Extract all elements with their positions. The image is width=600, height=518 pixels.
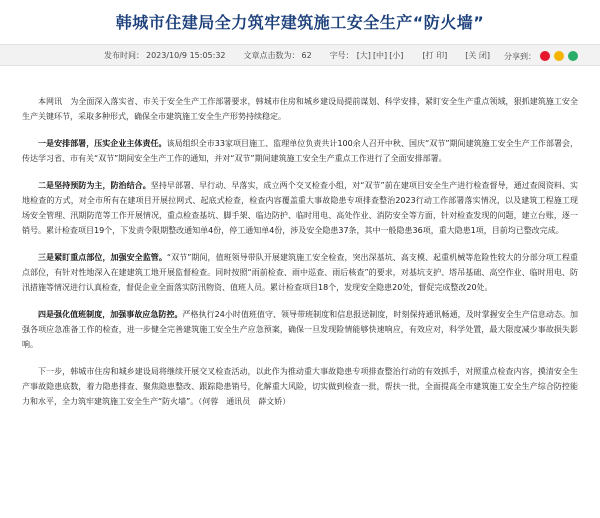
- paragraph-text: 下一步，韩城市住房和城乡建设局将继续开展交叉检查活动，以此作为推动重大事故隐患专项排查整治行动的有效抓手，对照重点检查内容，摸清安全生产事故隐患底数，着力隐患排查、聚焦隐患整改、跟踪隐患销号，化解重大风险，切实做到检查一批，帮扶一批，全面提高全市建筑施工安全生产综合防控能力和水平，全力筑牢建筑施工安全生产“防火墙”。（何蓉 通讯员 薛文娇）: [22, 367, 578, 406]
- view-count-label: 文章点击数为：: [243, 50, 300, 60]
- paragraph: [22, 250, 578, 295]
- paragraph-text: 严格执行24小时值班值守、领导带班制度和信息报送制度，时刻保持通讯畅通，及时掌握安全生产信息动态。加强各项应急准备工作的检查，进一步健全完善建筑施工安全生产应急预案，确保一旦发现险情能够快速响应，有效应对，科学处置，最大限度减少事故损失影响。: [22, 310, 578, 349]
- paragraph-text: “双节”期间，值班领导带队开展建筑施工安全检查，突出深基坑、高支模、起重机械等危险性较大的分部分项工程重点部位，有针对性地深入在建建筑工地开展监督检查。同时按照“雨前检查、雨中巡查、雨后核查”的要求，对基坑支护、塔吊基础、高空作业、临时用电、防汛措施等情况进行认真检查，督促企业全面落实防汛物资、值班人员。累计检查项目18个，发现安全隐患20处，督促完成整改20处。: [22, 253, 578, 292]
- font-size-label: 字号：: [329, 50, 354, 60]
- paragraph: [22, 136, 578, 166]
- paragraph-text: 该局组织全市33家项目施工、监理单位负责共计100余人召开中秋、国庆“双节”期间建筑施工安全生产工作部署会，传达学习省、市有关“双节”期间安全生产工作的通知，并对“双节”期间建筑施工安全生产重点工作进行了全面安排部署。: [22, 139, 579, 163]
- print-button[interactable]: [打 印]: [422, 50, 448, 60]
- view-count: [244, 50, 312, 61]
- paragraph-lead: 三是紧盯重点部位，加强安全监管。: [38, 253, 167, 262]
- font-size-small-link[interactable]: [小]: [389, 50, 404, 60]
- publish-time-label: 发布时间：: [104, 50, 144, 60]
- qzone-share-icon[interactable]: [554, 51, 564, 61]
- share-label: 分享到：: [504, 51, 536, 61]
- paragraph: [22, 307, 578, 352]
- font-size-switcher: [330, 50, 405, 61]
- paragraph-lead: 二是坚持预防为主，防治结合。: [38, 181, 151, 190]
- paragraph-lead: 一是安排部署，压实企业主体责任。: [38, 139, 167, 148]
- article-body: [22, 94, 578, 409]
- article-title: 韩城市住建局全力筑牢建筑施工安全生产“防火墙”: [115, 13, 485, 32]
- paragraph-lead: 四是强化值班制度，加强事故应急防控。: [38, 310, 183, 319]
- close-button[interactable]: [关 闭]: [465, 50, 491, 60]
- publish-time: [104, 50, 226, 61]
- paragraph-text: 坚持早部署、早行动、早落实，成立两个交叉检查小组，对“双节”前在建项目安全生产进行检查督导，通过查阅资料、实地检查的方式，对全市所有在建项目开展拉网式、起底式检查，检查内容覆盖重大事故隐患专项排查整治2023行动工作部署落实情况，以及建筑工程施工现场安全管理、汛期防范等工作开展情况，重点检查基坑、脚手架、临边防护、临时用电、高处作业、消防安全等方面，针对检查发现的问题，建立台账，逐一销号。累计检查项目19个，下发责令限期整改通知单4份，停工通知单4份，涉及安全隐患37条，其中一般隐患36项，重大隐患1项，目前均已整改完成。: [22, 181, 578, 235]
- paragraph: [22, 364, 578, 409]
- paragraph: [22, 178, 578, 238]
- wechat-share-icon[interactable]: [568, 51, 578, 61]
- font-size-medium-link[interactable]: [中]: [372, 50, 388, 60]
- share-bar: [504, 45, 578, 67]
- weibo-share-icon[interactable]: [540, 51, 550, 61]
- paragraph-text: 本网讯 为全面深入落实省、市关于安全生产工作部署要求，韩城市住房和城乡建设局提前谋划、科学安排，紧盯安全生产重点领域，狠抓建筑施工安全生产关键环节，采取多种形式，确保全市建筑施工安全生产形势持续稳定。: [22, 97, 578, 121]
- view-count-value: 62: [301, 50, 312, 60]
- paragraph: [22, 94, 578, 124]
- publish-time-value: 2023/10/9 15:05:32: [146, 50, 226, 60]
- font-size-large-link[interactable]: [大]: [356, 50, 371, 60]
- article-meta-bar: [0, 44, 600, 66]
